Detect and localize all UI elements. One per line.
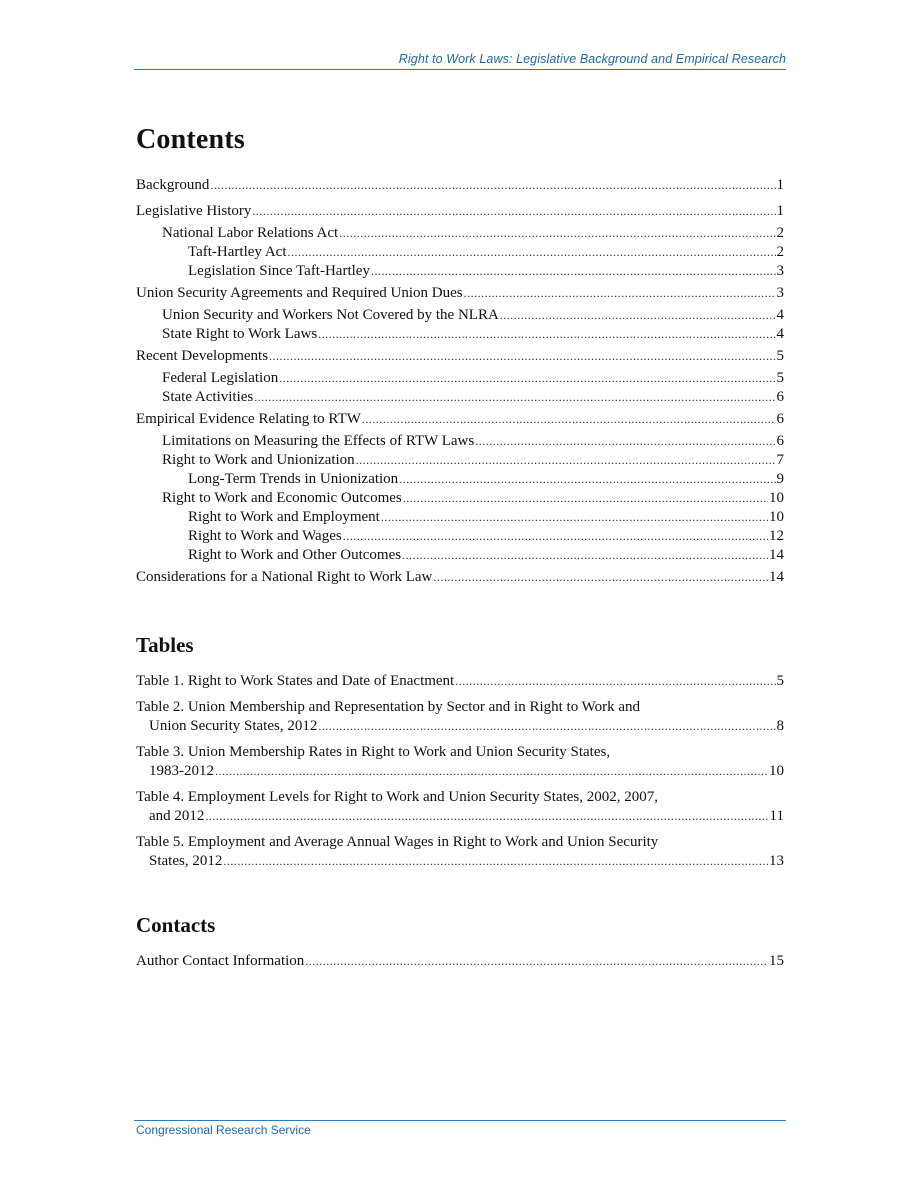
toc-entry-rtw-employment[interactable] — [136, 508, 784, 527]
toc-label: Right to Work and Other Outcomes — [188, 547, 402, 563]
toc-entry-background[interactable] — [136, 176, 784, 195]
dot-leader — [381, 508, 768, 527]
tables-list — [136, 672, 784, 871]
dot-leader — [305, 952, 768, 971]
table-entry-label-cont: States, 2012 — [149, 853, 223, 869]
contents-heading: Contents — [136, 124, 245, 155]
table-entry-page: 13 — [769, 853, 784, 869]
table-entry-5[interactable] — [136, 833, 784, 871]
footer-rule — [134, 1120, 786, 1121]
tables-heading: Tables — [136, 633, 194, 657]
toc-page: 10 — [769, 509, 784, 525]
toc-page: 12 — [769, 528, 784, 544]
running-header: Right to Work Laws: Legislative Background and Empirical Research — [398, 52, 786, 66]
toc-page: 1 — [776, 203, 784, 219]
table-entry-label: Table 3. Union Membership Rates in Right to Work and Union Security States, — [136, 744, 611, 760]
toc-page: 9 — [776, 471, 784, 487]
dot-leader — [279, 369, 775, 388]
contacts-heading: Contacts — [136, 913, 216, 937]
contacts-entry-label: Author Contact Information — [136, 953, 305, 969]
table-entry-page: 8 — [776, 718, 784, 734]
toc-page: 6 — [776, 411, 784, 427]
toc-entry-empirical-evidence[interactable] — [136, 410, 784, 429]
contents-list — [136, 176, 784, 587]
dot-leader — [254, 388, 775, 407]
dot-leader — [399, 470, 775, 489]
toc-entry-union-security[interactable] — [136, 284, 784, 303]
dot-leader — [343, 527, 768, 546]
toc-entry-federal-legislation[interactable] — [136, 369, 784, 388]
dot-leader — [403, 489, 768, 508]
toc-label: Limitations on Measuring the Effects of RTW Laws — [162, 433, 475, 449]
toc-label: Taft-Hartley Act — [188, 244, 287, 260]
toc-page: 5 — [776, 348, 784, 364]
dot-leader — [402, 546, 768, 565]
table-entry-page: 11 — [769, 808, 784, 824]
table-entry-1[interactable] — [136, 672, 784, 691]
toc-entry-rtw-unionization[interactable] — [136, 451, 784, 470]
toc-label: Right to Work and Employment — [188, 509, 380, 525]
toc-page: 14 — [769, 569, 784, 585]
toc-entry-state-activities[interactable] — [136, 388, 784, 407]
toc-entry-considerations[interactable] — [136, 568, 784, 587]
toc-page: 6 — [776, 433, 784, 449]
toc-page: 7 — [776, 452, 784, 468]
dot-leader — [210, 176, 775, 195]
toc-label: Considerations for a National Right to Work Law — [136, 569, 433, 585]
toc-page: 4 — [776, 326, 784, 342]
table-entry-label-cont: and 2012 — [149, 808, 205, 824]
toc-entry-state-rtw-laws[interactable] — [136, 325, 784, 344]
dot-leader — [433, 568, 768, 587]
toc-label: Right to Work and Unionization — [162, 452, 355, 468]
toc-entry-taft-hartley[interactable] — [136, 243, 784, 262]
dot-leader — [205, 807, 768, 826]
table-entry-2[interactable] — [136, 698, 784, 736]
contacts-entry-page: 15 — [769, 953, 784, 969]
contacts-entry-author[interactable] — [136, 952, 784, 971]
toc-label: Long-Term Trends in Unionization — [188, 471, 399, 487]
table-entry-label: Table 5. Employment and Average Annual Wages in Right to Work and Union Security — [136, 834, 659, 850]
toc-page: 5 — [776, 370, 784, 386]
dot-leader — [356, 451, 776, 470]
dot-leader — [500, 306, 776, 325]
table-entry-label: Table 1. Right to Work States and Date of Enactment — [136, 673, 455, 689]
dot-leader — [288, 243, 776, 262]
toc-entry-long-term-trends[interactable] — [136, 470, 784, 489]
dot-leader — [339, 224, 775, 243]
toc-label: Legislative History — [136, 203, 252, 219]
toc-label: Right to Work and Economic Outcomes — [162, 490, 402, 506]
toc-entry-recent-developments[interactable] — [136, 347, 784, 366]
toc-label: Federal Legislation — [162, 370, 279, 386]
toc-label: Empirical Evidence Relating to RTW — [136, 411, 361, 427]
toc-label: Right to Work and Wages — [188, 528, 342, 544]
dot-leader — [318, 717, 775, 736]
table-entry-3[interactable] — [136, 743, 784, 781]
toc-page: 2 — [776, 244, 784, 260]
header-rule — [134, 69, 786, 70]
table-entry-page: 5 — [776, 673, 784, 689]
dot-leader — [464, 284, 776, 303]
toc-label: Union Security and Workers Not Covered by the NLRA — [162, 307, 499, 323]
toc-page: 3 — [776, 263, 784, 279]
dot-leader — [362, 410, 776, 429]
toc-page: 6 — [776, 389, 784, 405]
table-entry-page: 10 — [769, 763, 784, 779]
toc-label: National Labor Relations Act — [162, 225, 339, 241]
dot-leader — [475, 432, 775, 451]
toc-entry-legislation-since[interactable] — [136, 262, 784, 281]
toc-entry-workers-not-covered[interactable] — [136, 306, 784, 325]
toc-page: 3 — [776, 285, 784, 301]
dot-leader — [455, 672, 775, 691]
table-entry-4[interactable] — [136, 788, 784, 826]
dot-leader — [215, 762, 768, 781]
toc-label: Background — [136, 177, 210, 193]
toc-page: 4 — [776, 307, 784, 323]
table-entry-label-cont: 1983-2012 — [149, 763, 214, 779]
toc-page: 10 — [769, 490, 784, 506]
toc-label: Legislation Since Taft-Hartley — [188, 263, 370, 279]
toc-label: Union Security Agreements and Required Union Dues — [136, 285, 463, 301]
toc-page: 14 — [769, 547, 784, 563]
toc-label: Recent Developments — [136, 348, 269, 364]
footer-org: Congressional Research Service — [136, 1123, 311, 1137]
toc-entry-limitations[interactable] — [136, 432, 784, 451]
toc-page: 1 — [776, 177, 784, 193]
table-entry-label-cont: Union Security States, 2012 — [149, 718, 318, 734]
dot-leader — [318, 325, 775, 344]
toc-entry-rtw-wages[interactable] — [136, 527, 784, 546]
dot-leader — [223, 852, 768, 871]
toc-label: State Activities — [162, 389, 254, 405]
contacts-list — [136, 952, 784, 971]
table-entry-label: Table 2. Union Membership and Representation by Sector and in Right to Work and — [136, 699, 641, 715]
toc-entry-economic-outcomes[interactable] — [136, 489, 784, 508]
dot-leader — [371, 262, 776, 281]
dot-leader — [269, 347, 775, 366]
toc-entry-rtw-other-outcomes[interactable] — [136, 546, 784, 565]
dot-leader — [252, 202, 775, 221]
toc-entry-nlra[interactable] — [136, 224, 784, 243]
toc-label: State Right to Work Laws — [162, 326, 318, 342]
table-entry-label: Table 4. Employment Levels for Right to Work and Union Security States, 2002, 2007, — [136, 789, 658, 805]
toc-page: 2 — [776, 225, 784, 241]
toc-entry-legislative-history[interactable] — [136, 202, 784, 221]
